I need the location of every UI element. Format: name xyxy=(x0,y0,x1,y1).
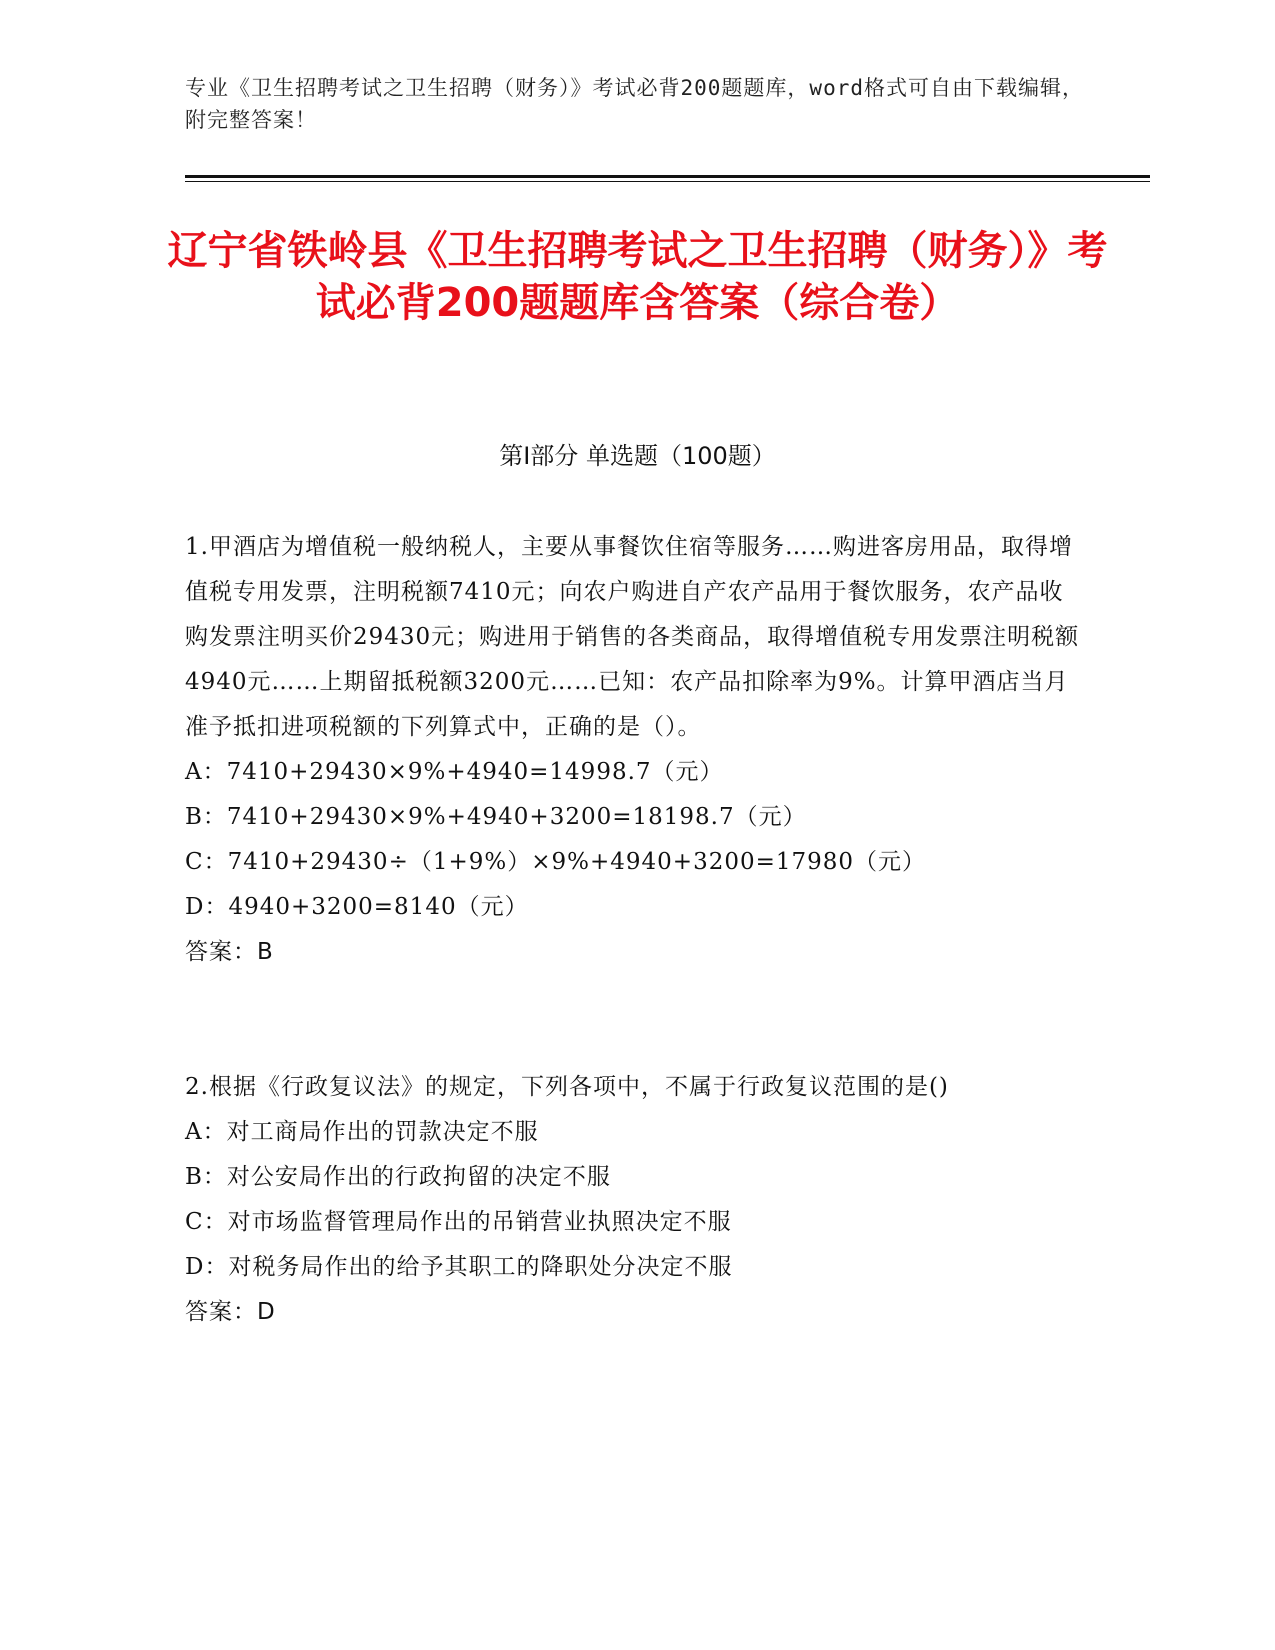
header-divider-thick xyxy=(185,175,1150,178)
question-block xyxy=(185,525,1085,975)
header-note: 专业《卫生招聘考试之卫生招聘（财务）》考试必背200题题库，word格式可自由下载编辑，附完整答案！ xyxy=(185,76,1084,132)
question-text: 2.根据《行政复议法》的规定，下列各项中，不属于行政复议范围的是() xyxy=(185,1074,949,1100)
answer-line: 答案：D xyxy=(185,1299,276,1325)
answer-line: 答案：B xyxy=(185,939,274,965)
option-b: B：7410+29430×9%+4940+3200=18198.7（元） xyxy=(185,804,807,830)
option-a: A：对工商局作出的罚款决定不服 xyxy=(185,1119,539,1145)
question-block xyxy=(185,1065,1085,1335)
header-divider-thin xyxy=(185,181,1150,182)
option-d: D：对税务局作出的给予其职工的降职处分决定不服 xyxy=(185,1254,733,1280)
option-c: C：对市场监督管理局作出的吊销营业执照决定不服 xyxy=(185,1209,732,1235)
question-text: 1.甲酒店为增值税一般纳税人，主要从事餐饮住宿等服务……购进客房用品，取得增值税专用发票，注明税额7410元；向农户购进自产农产品用于餐饮服务，农产品收购发票注明买价29430元；购进用于销售的各类商品，取得增值税专用发票注明税额4940元……上期留抵税额3200元……已知：农产品扣除率为9%。计算甲酒店当月准予抵扣进项税额的下列算式中，正确的是（）。 xyxy=(185,534,1080,740)
option-c: C：7410+29430÷（1+9%）×9%+4940+3200=17980（元） xyxy=(185,849,927,875)
document-title: 辽宁省铁岭县《卫生招聘考试之卫生招聘（财务）》考试必背200题题库含答案（综合卷） xyxy=(167,228,1108,326)
option-d: D：4940+3200=8140（元） xyxy=(185,894,529,920)
option-a: A：7410+29430×9%+4940=14998.7（元） xyxy=(185,759,724,785)
section-heading: 第I部分 单选题（100题） xyxy=(499,442,776,470)
option-b: B：对公安局作出的行政拘留的决定不服 xyxy=(185,1164,611,1190)
